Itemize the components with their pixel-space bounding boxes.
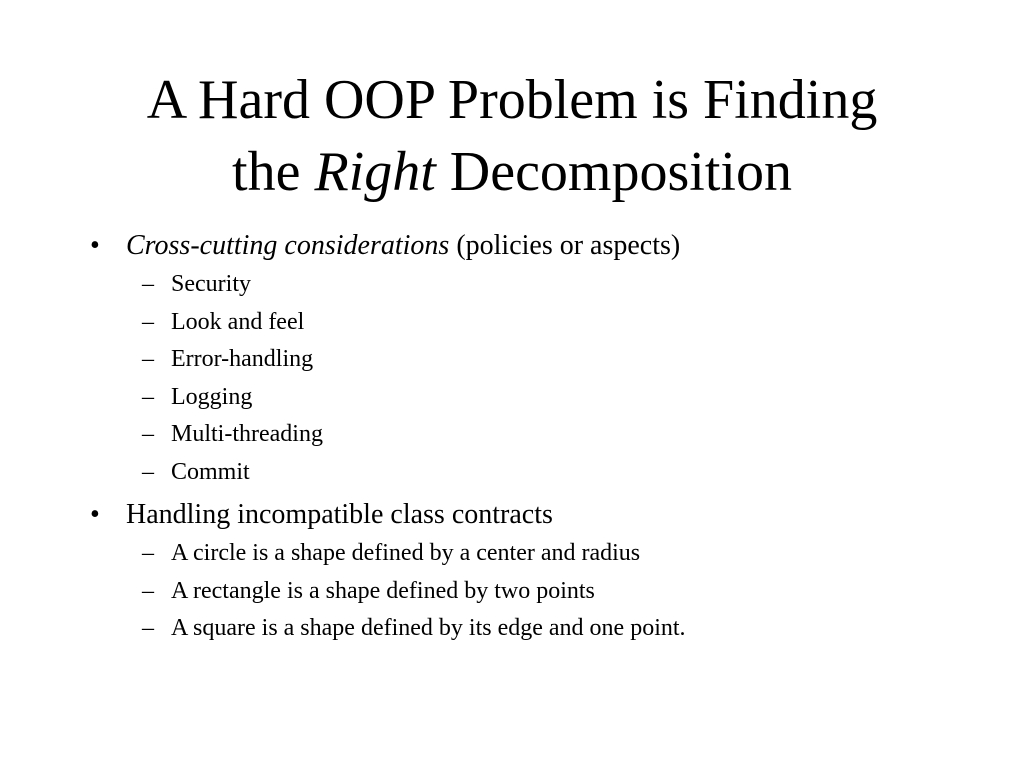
bullet-text: (policies or aspects) [456, 230, 681, 261]
dash-icon: – [142, 271, 154, 297]
sub-bullet-look-and-feel [90, 304, 990, 342]
sub-bullet-text: Commit [171, 458, 250, 485]
slide-body [90, 226, 990, 648]
dash-icon: – [142, 383, 154, 410]
dash-icon: – [142, 577, 154, 604]
sub-bullet-text: Multi-threading [171, 421, 323, 447]
sub-bullet-text: A circle is a shape defined by a center and radius [171, 540, 641, 566]
sub-bullet-list [90, 535, 990, 648]
dash-icon: – [142, 346, 154, 372]
bullet-icon: • [90, 230, 100, 261]
sub-bullet-text: Look and feel [171, 308, 305, 335]
slide-title [0, 64, 1024, 208]
bullet-cross-cutting [90, 226, 990, 266]
title-emphasis: Right [314, 141, 436, 203]
title-line-2-start: the [232, 141, 301, 203]
dash-icon: – [142, 540, 154, 566]
sub-bullet-circle [90, 535, 990, 573]
bullet-group-class-contracts [90, 495, 990, 648]
sub-bullet-square [90, 610, 990, 648]
bullet-class-contracts [90, 495, 990, 535]
sub-bullet-rectangle [90, 573, 990, 611]
sub-bullet-logging [90, 379, 990, 417]
sub-bullet-text: Logging [171, 383, 253, 410]
bullet-emphasis: Cross-cutting considerations [126, 230, 450, 261]
sub-bullet-text: Security [171, 271, 251, 297]
sub-bullet-error-handling [90, 341, 990, 379]
bullet-text: Handling incompatible class contracts [126, 499, 553, 530]
sub-bullet-security [90, 266, 990, 304]
dash-icon: – [142, 308, 154, 335]
dash-icon: – [142, 458, 154, 485]
title-line-2 [0, 136, 1024, 208]
sub-bullet-text: A square is a shape defined by its edge and one point. [171, 615, 686, 641]
sub-bullet-text: Error-handling [171, 346, 314, 372]
sub-bullet-text: A rectangle is a shape defined by two points [171, 577, 595, 604]
dash-icon: – [142, 421, 154, 447]
title-line-2-end: Decomposition [449, 141, 792, 203]
sub-bullet-list [90, 266, 990, 491]
bullet-group-cross-cutting [90, 226, 990, 491]
sub-bullet-commit [90, 454, 990, 492]
sub-bullet-multi-threading [90, 416, 990, 454]
bullet-icon: • [90, 499, 100, 530]
title-line-1: A Hard OOP Problem is Finding [146, 69, 878, 131]
dash-icon: – [142, 615, 154, 641]
